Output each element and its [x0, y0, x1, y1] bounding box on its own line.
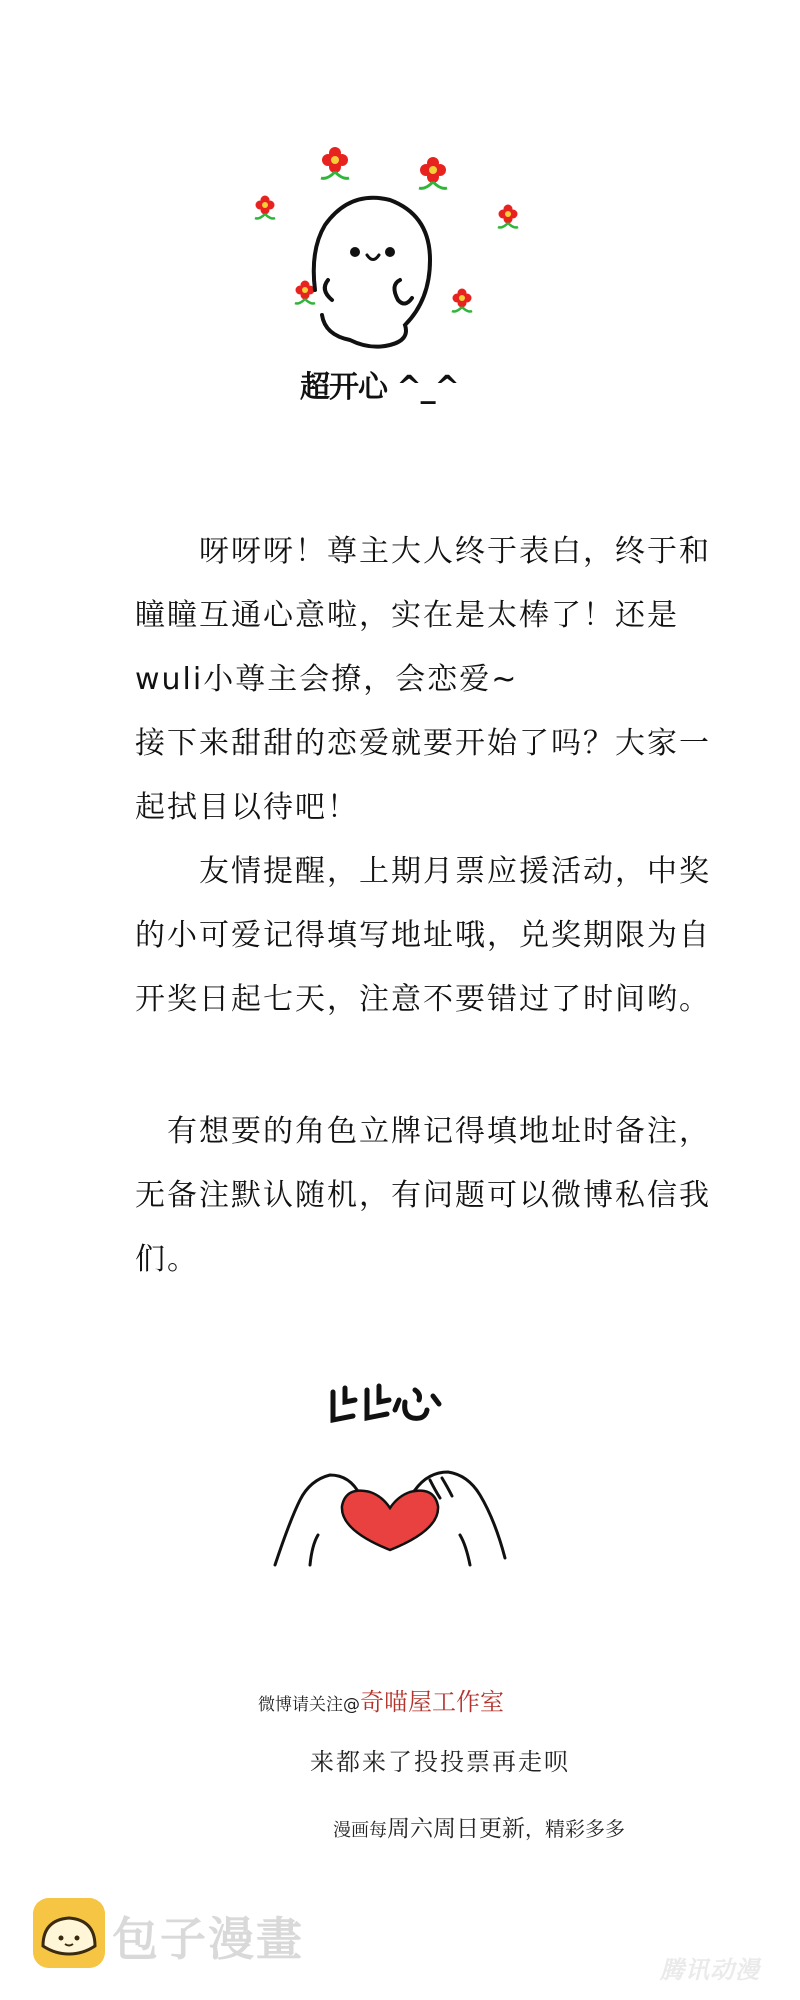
- flower-icon: [419, 157, 447, 188]
- flower-icon: [255, 196, 275, 219]
- flower-icon: [498, 205, 518, 228]
- weibo-follow-line: [258, 1682, 504, 1717]
- happy-caption: 超开心 ^_^: [300, 370, 459, 405]
- corner-watermark: 腾讯动漫: [660, 1956, 760, 1984]
- update-schedule-line: [333, 1810, 625, 1843]
- vote-reminder: 来都来了投投票再走呗: [310, 1748, 570, 1776]
- body-paragraph: 有想要的角色立牌记得填地址时备注，无备注默认随机，有问题可以微博私信我们。: [135, 1114, 711, 1277]
- schedule-prefix: 漫画每: [333, 1820, 387, 1841]
- body-paragraph: 呀呀呀！尊主大人终于表白，终于和瞳瞳互通心意啦，实在是太棒了！还是wuli小尊主会撩，会恋爱~ 接下来甜甜的恋爱就要开始了吗？大家一起拭目以待吧！: [135, 534, 711, 825]
- mochi-character: [314, 198, 430, 347]
- flower-icon: [452, 289, 472, 312]
- bixin-caption-lettering: [325, 1380, 455, 1430]
- weibo-follow-label: 微博请关注@: [258, 1695, 360, 1715]
- baozi-logo-icon: [33, 1898, 105, 1968]
- flower-icon: [321, 147, 349, 178]
- body-paragraph: 友情提醒，上期月票应援活动，中奖的小可爱记得填写地址哦，兑奖期限为自开奖日起七天，注意不要错过了时间哟。: [135, 854, 711, 1017]
- flower-icon: [295, 281, 315, 304]
- heart-hands-illustration: [270, 1440, 510, 1570]
- schedule-suffix: ，精彩多多: [525, 1817, 625, 1841]
- heart-icon: [342, 1491, 438, 1550]
- happy-character-illustration: [240, 140, 530, 380]
- weibo-handle: 奇喵屋工作室: [360, 1688, 504, 1716]
- schedule-days: 周六周日更新: [387, 1816, 525, 1842]
- brand-watermark: 包子漫畫: [112, 1912, 304, 1966]
